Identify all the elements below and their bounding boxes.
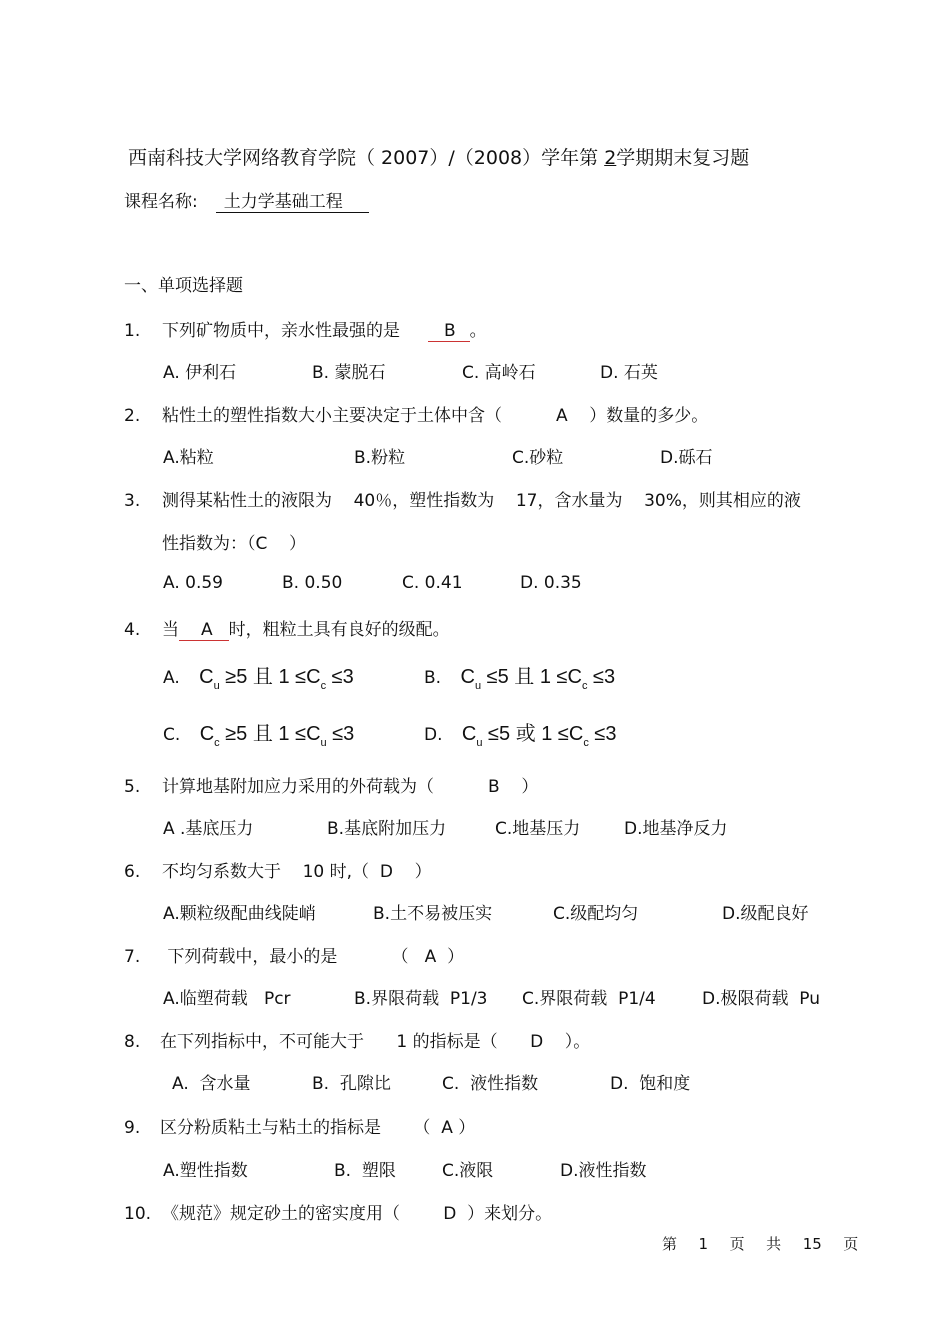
option-d: D.级配良好 — [722, 904, 809, 924]
option-d: D.液性指数 — [560, 1161, 647, 1181]
question-9 — [124, 1113, 475, 1138]
option-a: A. 伊利石 — [163, 363, 237, 383]
document-title — [128, 143, 749, 170]
option-letter: A. — [163, 668, 180, 688]
question-number: 5. — [124, 777, 141, 797]
question-stem: 下列荷载中，最小的是 （ A ） — [162, 947, 465, 967]
question-stem-end: 。 — [469, 321, 487, 341]
option-a: A.粘粒 — [163, 448, 214, 468]
formula: $C_u \le 5$ 且 $1 \le C_c \le 3$ — [460, 666, 616, 692]
option-c: C.界限荷载 P1/4 — [522, 989, 656, 1009]
option-d — [424, 717, 617, 749]
question-number: 3. — [124, 491, 141, 511]
question-7 — [124, 942, 464, 967]
option-c: C. 0.41 — [402, 573, 463, 593]
course-line — [124, 187, 369, 213]
option-c: C.级配均匀 — [553, 904, 639, 924]
option-b: B.土不易被压实 — [373, 904, 493, 924]
question-3 — [124, 486, 801, 511]
option-c: C. 高岭石 — [462, 363, 536, 383]
question-stem-line1: 测得某粘性土的液限为 40％，塑性指数为 17，含水量为 30%，则其相应的液 — [162, 491, 801, 511]
option-letter: C. — [163, 725, 181, 745]
question-number: 9. — [124, 1118, 141, 1138]
question-stem-line2: 性指数为：（C ） — [162, 534, 306, 554]
option-a — [163, 660, 354, 692]
page-number: 第 1 页 共 15 页 — [662, 1235, 859, 1253]
option-a: A.塑性指数 — [163, 1161, 248, 1181]
question-number: 7. — [124, 947, 141, 967]
option-d: D.地基净反力 — [624, 819, 728, 839]
option-b: B. 孔隙比 — [312, 1074, 391, 1094]
question-2 — [124, 401, 708, 426]
option-a: A. 含水量 — [172, 1074, 251, 1094]
option-d: D. 石英 — [600, 363, 658, 383]
question-stem: 在下列指标中，不可能大于 1 的指标是（ D ）。 — [160, 1032, 591, 1052]
question-stem-end: 时，粗粒土具有良好的级配。 — [228, 620, 450, 640]
option-b: B. 0.50 — [282, 573, 343, 593]
option-letter: B. — [424, 668, 442, 688]
answer-blank: B — [428, 321, 470, 342]
option-b: B.界限荷载 P1/3 — [354, 989, 488, 1009]
option-a: A.临塑荷载 Pcr — [163, 989, 291, 1009]
option-d: D.砾石 — [660, 448, 713, 468]
question-6 — [124, 857, 432, 882]
section-title: 一、单项选择题 — [124, 276, 243, 296]
question-number: 1. — [124, 321, 141, 341]
option-b: B. 塑限 — [334, 1161, 396, 1181]
formula: $C_u \ge 5$ 且 $1 \le C_c \le 3$ — [199, 666, 354, 692]
course-label: 课程名称: — [124, 192, 198, 212]
semester-number: 2 — [604, 147, 617, 169]
question-stem: 《规范》规定砂土的密实度用（ D ）来划分。 — [162, 1204, 553, 1224]
option-a: A.颗粒级配曲线陡峭 — [163, 904, 316, 924]
question-5 — [124, 772, 538, 797]
question-1 — [124, 316, 487, 342]
question-number: 2. — [124, 406, 141, 426]
title-part2: 学期期末复习题 — [616, 147, 750, 169]
option-d: D. 0.35 — [520, 573, 582, 593]
question-stem: 下列矿物质中，亲水性最强的是 — [162, 321, 400, 341]
option-b — [424, 660, 615, 692]
question-stem: 区分粉质粘土与粘土的指标是 （ A ） — [160, 1118, 476, 1138]
option-letter: D. — [424, 725, 443, 745]
option-c: C. 液性指数 — [442, 1074, 539, 1094]
option-d: D.极限荷载 Pu — [702, 989, 821, 1009]
option-b: B.粉粒 — [354, 448, 406, 468]
question-number: 6. — [124, 862, 141, 882]
option-a: A. 0.59 — [163, 573, 223, 593]
answer-blank: A — [179, 620, 229, 641]
option-c — [163, 717, 354, 749]
option-d: D. 饱和度 — [610, 1074, 691, 1094]
option-b: B.基底附加压力 — [327, 819, 447, 839]
option-b: B. 蒙脱石 — [312, 363, 386, 383]
question-stem: 不均匀系数大于 10 时,（ D ） — [162, 862, 432, 882]
question-number: 4. — [124, 620, 141, 640]
course-name: 土力学基础工程 — [216, 187, 369, 213]
question-number: 8. — [124, 1032, 141, 1052]
question-8 — [124, 1027, 590, 1052]
option-c: C.砂粒 — [512, 448, 564, 468]
question-stem: 当 — [162, 620, 179, 640]
question-stem: 计算地基附加应力采用的外荷载为（ B ） — [162, 777, 539, 797]
formula: $C_u \le 5$ 或 $1 \le C_c \le 3$ — [461, 723, 617, 749]
question-4 — [124, 615, 450, 641]
formula: $C_c \ge 5$ 且 $1 \le C_u \le 3$ — [199, 723, 355, 749]
question-number: 10. — [124, 1204, 152, 1224]
option-c: C.地基压力 — [495, 819, 581, 839]
option-c: C.液限 — [442, 1161, 494, 1181]
question-10 — [124, 1199, 552, 1224]
option-a: A .基底压力 — [163, 819, 254, 839]
question-stem: 粘性土的塑性指数大小主要决定于土体中含（ A ）数量的多少。 — [162, 406, 709, 426]
title-part1: 西南科技大学网络教育学院（ 2007）/（2008）学年第 — [128, 147, 605, 169]
